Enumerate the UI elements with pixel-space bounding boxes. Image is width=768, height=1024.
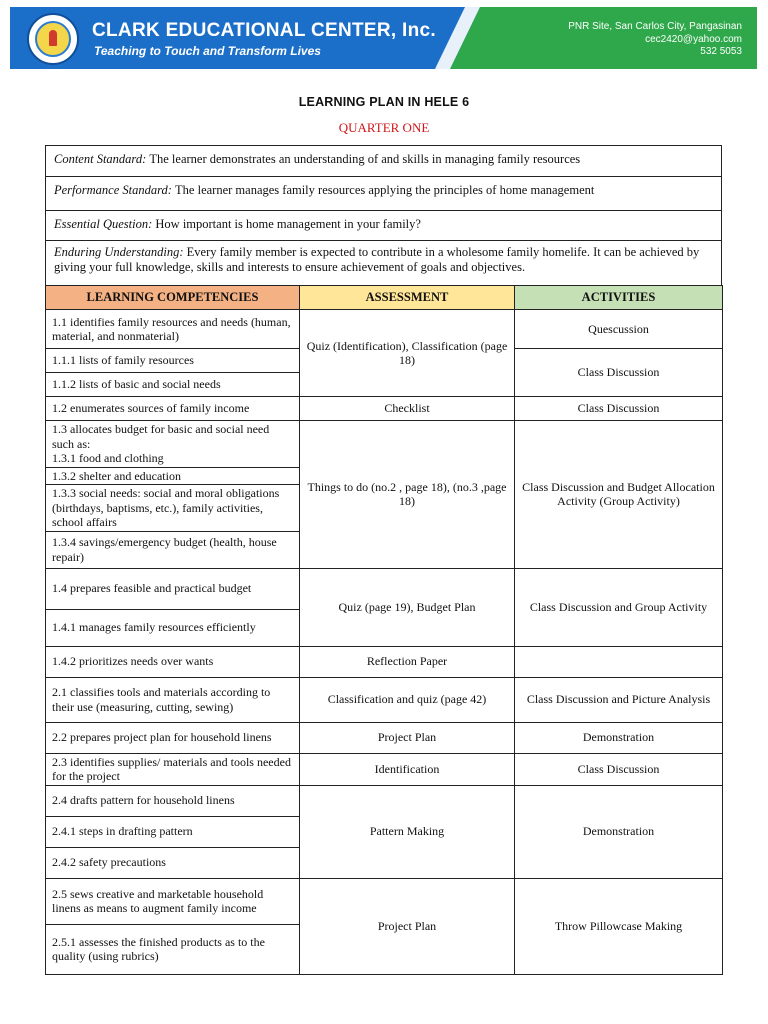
competency-cell: 2.5 sews creative and marketable household linens as means to augment family income xyxy=(46,878,300,924)
competency-cell: 1.4.1 manages family resources efficiently xyxy=(46,609,300,646)
enduring-understanding-row xyxy=(46,241,721,287)
assessment-cell: Identification xyxy=(300,753,515,785)
competency-cell: 1.1.2 lists of basic and social needs xyxy=(46,373,300,397)
assessment-cell: Things to do (no.2 , page 18), (no.3 ,page 18) xyxy=(300,421,515,569)
activity-cell: Class Discussion xyxy=(515,753,723,785)
school-name: CLARK EDUCATIONAL CENTER, Inc. xyxy=(92,20,436,41)
assessment-cell: Classification and quiz (page 42) xyxy=(300,677,515,722)
enduring-understanding-label: Enduring Understanding: xyxy=(54,245,187,259)
competency-cell: 1.1 identifies family resources and needs (human, material, and nonmaterial) xyxy=(46,310,300,349)
competency-cell: 2.4.1 steps in drafting pattern xyxy=(46,816,300,847)
activity-cell: Class Discussion and Picture Analysis xyxy=(515,677,723,722)
activity-cell: Class Discussion and Budget Allocation Activity (Group Activity) xyxy=(515,421,723,569)
competency-cell: 2.5.1 assesses the finished products as to the quality (using rubrics) xyxy=(46,924,300,974)
competency-cell: 2.4 drafts pattern for household linens xyxy=(46,785,300,816)
competency-cell xyxy=(46,421,300,468)
assessment-cell: Quiz (Identification), Classification (page 18) xyxy=(300,310,515,397)
document-title: LEARNING PLAN IN HELE 6 xyxy=(298,95,470,109)
competency-cell: 2.1 classifies tools and materials according to their use (measuring, cutting, sewing) xyxy=(46,677,300,722)
assessment-cell: Reflection Paper xyxy=(300,646,515,677)
activity-cell xyxy=(515,646,723,677)
assessment-cell: Quiz (page 19), Budget Plan xyxy=(300,568,515,646)
competency-cell: 2.3 identifies supplies/ materials and tools needed for the project xyxy=(46,753,300,785)
assessment-cell: Project Plan xyxy=(300,878,515,974)
table-row xyxy=(46,646,723,677)
table-row xyxy=(46,722,723,753)
competency-text: 1.3 allocates budget for basic and social need such as: xyxy=(52,422,270,451)
content-standard-text: The learner demonstrates an understanding of and skills in managing family resources xyxy=(149,152,581,166)
school-phone: 532 5053 xyxy=(700,46,742,57)
school-contact-info xyxy=(568,21,742,59)
performance-standard-text: The learner manages family resources applying the principles of home management xyxy=(175,183,595,197)
competency-cell: 1.2 enumerates sources of family income xyxy=(46,397,300,421)
table-row xyxy=(46,397,723,421)
assessment-cell: Pattern Making xyxy=(300,785,515,878)
activity-cell: Demonstration xyxy=(515,785,723,878)
content-standard-label: Content Standard: xyxy=(54,152,150,166)
school-email: cec2420@yahoo.com xyxy=(645,33,742,45)
content-standard-row xyxy=(46,146,721,177)
school-logo xyxy=(27,13,79,65)
table-row xyxy=(46,878,723,924)
table-row xyxy=(46,753,723,785)
essential-question-label: Essential Question: xyxy=(54,217,156,231)
essential-question-row xyxy=(46,211,721,241)
competency-cell: 2.4.2 safety precautions xyxy=(46,847,300,878)
competency-cell: 1.3.2 shelter and education xyxy=(46,467,300,485)
school-seal-icon xyxy=(35,21,71,57)
enduring-understanding-text: Every family member is expected to contribute in a wholesome family homelife. It can be achieved by giving your full knowledge, skills and interests to ensure achievement of goals and objectives. xyxy=(54,245,700,274)
essential-question-text: How important is home management in your family? xyxy=(155,217,421,231)
header-learning-competencies: LEARNING COMPETENCIES xyxy=(46,286,300,310)
activity-cell: Class Discussion xyxy=(515,349,723,397)
school-motto: Teaching to Touch and Transform Lives xyxy=(94,44,321,58)
activity-cell: Demonstration xyxy=(515,722,723,753)
activity-cell: Throw Pillowcase Making xyxy=(515,878,723,974)
activity-cell: Class Discussion xyxy=(515,397,723,421)
performance-standard-label: Performance Standard: xyxy=(54,183,176,197)
activity-cell: Quescussion xyxy=(515,310,723,349)
learning-plan-table xyxy=(45,285,723,975)
quarter-subtitle: QUARTER ONE xyxy=(338,120,430,135)
competency-cell: 1.3.3 social needs: social and moral obligations (birthdays, baptisms, etc.), family activities, school affairs xyxy=(46,485,300,532)
assessment-cell: Checklist xyxy=(300,397,515,421)
table-row xyxy=(46,785,723,816)
competency-cell: 1.3.4 savings/emergency budget (health, house repair) xyxy=(46,531,300,568)
performance-standard-row xyxy=(46,177,721,211)
table-row xyxy=(46,568,723,609)
table-header-row xyxy=(46,286,723,310)
school-header-banner xyxy=(10,7,757,69)
school-address: PNR Site, San Carlos City, Pangasinan xyxy=(568,21,742,32)
competency-cell: 1.1.1 lists of family resources xyxy=(46,349,300,373)
activity-cell: Class Discussion and Group Activity xyxy=(515,568,723,646)
header-activities: ACTIVITIES xyxy=(515,286,723,310)
competency-cell: 1.4 prepares feasible and practical budget xyxy=(46,568,300,609)
competency-cell: 1.4.2 prioritizes needs over wants xyxy=(46,646,300,677)
table-row xyxy=(46,421,723,468)
table-row xyxy=(46,677,723,722)
competency-cell: 2.2 prepares project plan for household linens xyxy=(46,722,300,753)
table-row xyxy=(46,310,723,349)
assessment-cell: Project Plan xyxy=(300,722,515,753)
competency-subtext: 1.3.1 food and clothing xyxy=(52,451,164,465)
header-assessment: ASSESSMENT xyxy=(300,286,515,310)
standards-box xyxy=(45,145,722,288)
